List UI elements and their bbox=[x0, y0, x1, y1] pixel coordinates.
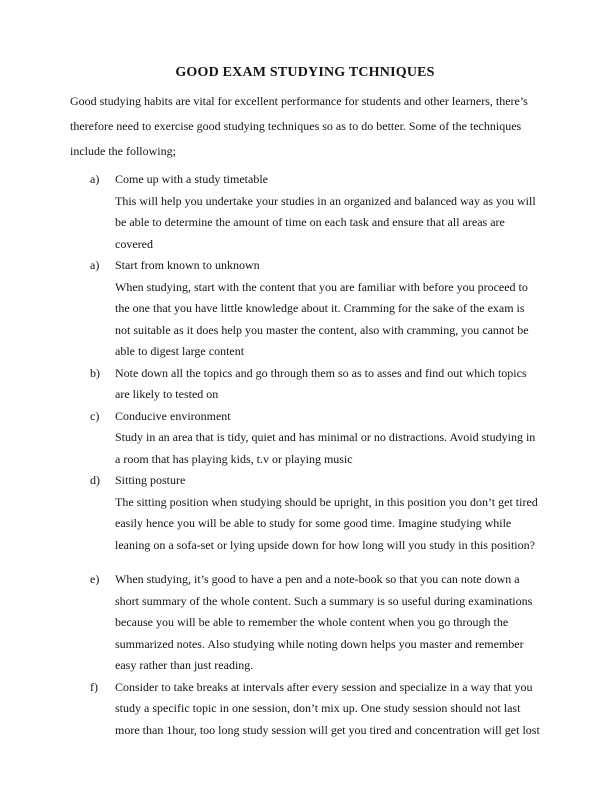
list-item-heading: Come up with a study timetable bbox=[115, 172, 268, 186]
page-title: GOOD EXAM STUDYING TCHNIQUES bbox=[175, 65, 435, 80]
list-item bbox=[70, 255, 540, 363]
intro-paragraph: Good studying habits are vital for excellent performance for students and other learners, there’s therefore need to exercise good studying techniques so as to do better. Some of the techniques include the following; bbox=[70, 94, 528, 158]
list-item bbox=[70, 677, 540, 742]
list-item-marker: e) bbox=[90, 572, 100, 586]
list-item bbox=[70, 569, 540, 677]
list-item bbox=[70, 406, 540, 471]
list-item-heading: Conducive environment bbox=[115, 408, 231, 423]
list-item-marker: d) bbox=[90, 473, 100, 487]
list-item-body: Study in an area that is tidy, quiet and has minimal or no distractions. Avoid studying in a room that has playing kids, t.v or playing music bbox=[115, 430, 536, 466]
list-item-body: When studying, it’s good to have a pen and a note-book so that you can note down a short summary of the whole content. Such a summary is so useful during examinations because you will be able to remember the whole content when you go through the summarized notes. Also studying while noting down helps you master and remember easy rather than just reading. bbox=[115, 572, 533, 672]
list-item-body: The sitting position when studying should be upright, in this position you don’t get tired easily hence you will be able to study for some good time. Imagine studying while leaning on a sofa-set or lying upside down for how long will you study in this position? bbox=[115, 494, 538, 552]
list-item-body: Consider to take breaks at intervals after every session and specialize in a way that you study a specific topic in one session, don’t mix up. One study session should not last more than 1hour, too long study session will get you tired and concentration will get lost bbox=[115, 679, 540, 737]
list-item-marker: f) bbox=[90, 679, 98, 694]
list-item bbox=[70, 363, 540, 406]
list-item-marker: a) bbox=[90, 172, 100, 186]
list-item-heading: Sitting posture bbox=[115, 473, 186, 487]
list-item bbox=[70, 470, 540, 556]
list-item-body: Note down all the topics and go through them so as to asses and find out which topics are likely to tested on bbox=[115, 365, 527, 401]
list-item-marker: c) bbox=[90, 408, 100, 423]
list-item-marker: b) bbox=[90, 365, 100, 380]
document-content bbox=[70, 64, 540, 741]
list-item-body: This will help you undertake your studies in an organized and balanced way as you will be able to determine the amount of time on each task and ensure that all areas are covered bbox=[115, 193, 536, 251]
list-item bbox=[70, 169, 540, 255]
list-item-heading: Start from known to unknown bbox=[115, 258, 260, 272]
list-item-marker: a) bbox=[90, 258, 100, 272]
techniques-list bbox=[70, 169, 540, 741]
list-item-body: When studying, start with the content that you are familiar with before you proceed to the one that you have little knowledge about it. Cramming for the sake of the exam is not suitable as it does help you master the content, also with cramming, you cannot be able to digest large content bbox=[115, 279, 529, 358]
